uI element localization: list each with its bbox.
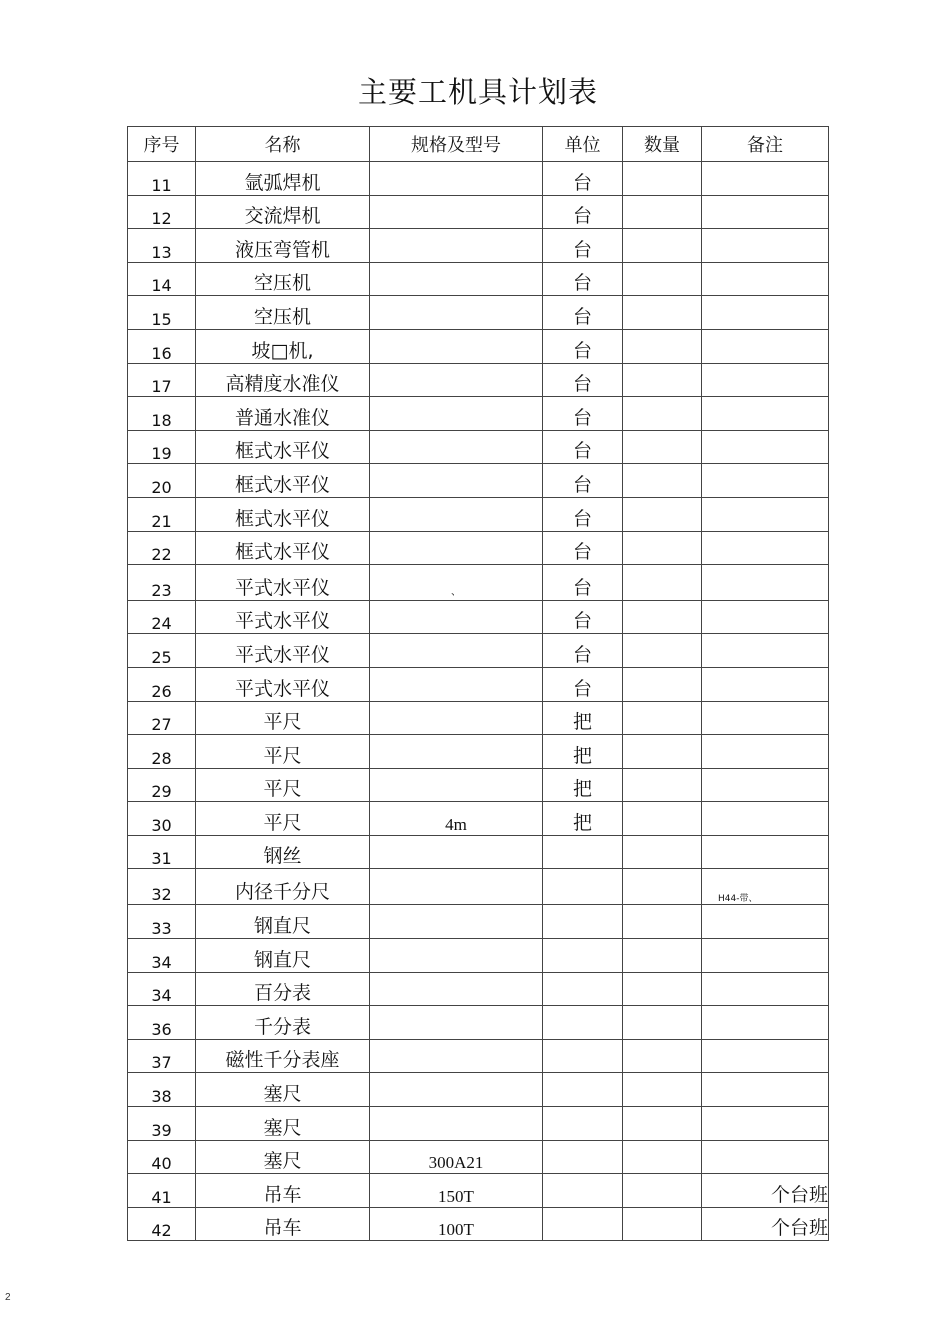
header-serial: 序号 [128, 127, 196, 162]
cell-note [702, 1107, 829, 1141]
cell-serial: 34 [128, 939, 196, 973]
cell-spec [370, 430, 543, 464]
cell-name: 平尺 [196, 768, 370, 802]
header-note: 备注 [702, 127, 829, 162]
cell-unit: 把 [543, 735, 623, 769]
cell-quantity [623, 1107, 702, 1141]
cell-name: 吊车 [196, 1207, 370, 1241]
cell-note [702, 667, 829, 701]
cell-spec [370, 869, 543, 905]
cell-note [702, 497, 829, 531]
cell-note-text: H44-带、 [718, 894, 758, 905]
cell-note [702, 768, 829, 802]
cell-serial: 23 [128, 565, 196, 601]
table-row [128, 1073, 829, 1107]
cell-unit [543, 1073, 623, 1107]
cell-note [702, 869, 829, 905]
cell-note [702, 195, 829, 229]
cell-note [702, 600, 829, 634]
cell-note [702, 162, 829, 196]
cell-note [702, 296, 829, 330]
cell-quantity [623, 701, 702, 735]
cell-serial: 17 [128, 363, 196, 397]
table-row [128, 363, 829, 397]
cell-spec [370, 939, 543, 973]
cell-quantity [623, 905, 702, 939]
cell-unit: 台 [543, 531, 623, 565]
cell-name: 塞尺 [196, 1073, 370, 1107]
cell-spec [370, 329, 543, 363]
cell-spec: 300A21 [370, 1140, 543, 1174]
cell-name: 塞尺 [196, 1140, 370, 1174]
cell-unit [543, 1207, 623, 1241]
cell-unit: 把 [543, 701, 623, 735]
cell-name: 高精度水准仪 [196, 363, 370, 397]
cell-spec [370, 768, 543, 802]
cell-note [702, 835, 829, 869]
cell-quantity [623, 869, 702, 905]
table-row [128, 329, 829, 363]
cell-note [702, 464, 829, 498]
cell-serial: 21 [128, 497, 196, 531]
cell-unit: 把 [543, 768, 623, 802]
cell-name: 平尺 [196, 701, 370, 735]
cell-note [702, 701, 829, 735]
cell-name: 框式水平仪 [196, 430, 370, 464]
table-row [128, 162, 829, 196]
header-name: 名称 [196, 127, 370, 162]
table-row [128, 939, 829, 973]
cell-spec [370, 600, 543, 634]
cell-name: 框式水平仪 [196, 531, 370, 565]
table-row [128, 1207, 829, 1241]
cell-unit [543, 1174, 623, 1208]
cell-spec [370, 1039, 543, 1073]
table-row [128, 464, 829, 498]
cell-serial: 18 [128, 397, 196, 431]
cell-serial: 27 [128, 701, 196, 735]
cell-serial: 24 [128, 600, 196, 634]
cell-name: 空压机 [196, 262, 370, 296]
cell-serial: 41 [128, 1174, 196, 1208]
cell-note [702, 363, 829, 397]
cell-spec [370, 701, 543, 735]
cell-serial: 38 [128, 1073, 196, 1107]
cell-unit [543, 1107, 623, 1141]
table-row [128, 1006, 829, 1040]
cell-spec: 、 [370, 565, 543, 601]
cell-spec [370, 735, 543, 769]
cell-spec [370, 195, 543, 229]
cell-quantity [623, 768, 702, 802]
cell-note [702, 430, 829, 464]
cell-spec [370, 972, 543, 1006]
cell-quantity [623, 195, 702, 229]
cell-serial: 39 [128, 1107, 196, 1141]
cell-serial: 37 [128, 1039, 196, 1073]
cell-spec [370, 667, 543, 701]
cell-note [702, 229, 829, 263]
table-row [128, 531, 829, 565]
cell-unit: 台 [543, 195, 623, 229]
cell-spec [370, 497, 543, 531]
cell-unit: 台 [543, 296, 623, 330]
cell-quantity [623, 464, 702, 498]
cell-name: 磁性千分表座 [196, 1039, 370, 1073]
cell-quantity [623, 497, 702, 531]
cell-unit: 台 [543, 634, 623, 668]
cell-quantity [623, 1207, 702, 1241]
equipment-plan-table [127, 126, 829, 1241]
cell-note [702, 939, 829, 973]
cell-serial: 32 [128, 869, 196, 905]
cell-unit: 台 [543, 600, 623, 634]
cell-spec [370, 296, 543, 330]
cell-spec [370, 262, 543, 296]
cell-note [702, 1140, 829, 1174]
cell-unit: 台 [543, 397, 623, 431]
cell-quantity [623, 1039, 702, 1073]
table-row [128, 1039, 829, 1073]
cell-spec [370, 363, 543, 397]
table-row [128, 497, 829, 531]
cell-name: 吊车 [196, 1174, 370, 1208]
cell-quantity [623, 296, 702, 330]
cell-spec [370, 1073, 543, 1107]
cell-unit [543, 905, 623, 939]
cell-serial: 42 [128, 1207, 196, 1241]
cell-serial: 29 [128, 768, 196, 802]
cell-name: 千分表 [196, 1006, 370, 1040]
cell-note [702, 397, 829, 431]
cell-serial: 30 [128, 802, 196, 836]
cell-name: 普通水准仪 [196, 397, 370, 431]
cell-note: 个台班 [702, 1207, 829, 1241]
cell-quantity [623, 1006, 702, 1040]
cell-unit [543, 1039, 623, 1073]
cell-spec [370, 905, 543, 939]
cell-serial: 33 [128, 905, 196, 939]
cell-quantity [623, 1174, 702, 1208]
header-spec: 规格及型号 [370, 127, 543, 162]
cell-serial: 19 [128, 430, 196, 464]
cell-serial: 25 [128, 634, 196, 668]
cell-note [702, 565, 829, 601]
cell-note [702, 1073, 829, 1107]
table-row [128, 802, 829, 836]
cell-serial: 40 [128, 1140, 196, 1174]
cell-unit: 台 [543, 229, 623, 263]
cell-quantity [623, 531, 702, 565]
cell-quantity [623, 735, 702, 769]
cell-unit [543, 1006, 623, 1040]
table-row [128, 1107, 829, 1141]
cell-quantity [623, 802, 702, 836]
cell-quantity [623, 1140, 702, 1174]
cell-quantity [623, 667, 702, 701]
cell-name: 塞尺 [196, 1107, 370, 1141]
table-row [128, 869, 829, 905]
cell-spec [370, 835, 543, 869]
cell-quantity [623, 430, 702, 464]
cell-note: 个台班 [702, 1174, 829, 1208]
cell-serial: 31 [128, 835, 196, 869]
cell-unit [543, 835, 623, 869]
cell-serial: 13 [128, 229, 196, 263]
cell-spec: 4m [370, 802, 543, 836]
cell-quantity [623, 634, 702, 668]
cell-unit: 台 [543, 363, 623, 397]
page-number: 2 [5, 1292, 11, 1303]
table-row [128, 667, 829, 701]
cell-unit: 台 [543, 565, 623, 601]
cell-unit: 把 [543, 802, 623, 836]
cell-note [702, 329, 829, 363]
cell-name: 平式水平仪 [196, 667, 370, 701]
cell-unit [543, 972, 623, 1006]
cell-unit [543, 1140, 623, 1174]
table-row [128, 634, 829, 668]
table-row [128, 195, 829, 229]
cell-name: 空压机 [196, 296, 370, 330]
table-row [128, 565, 829, 601]
cell-name: 钢直尺 [196, 939, 370, 973]
table-row [128, 905, 829, 939]
cell-spec [370, 1107, 543, 1141]
cell-quantity [623, 835, 702, 869]
cell-quantity [623, 229, 702, 263]
table-row [128, 835, 829, 869]
cell-name: 液压弯管机 [196, 229, 370, 263]
cell-quantity [623, 939, 702, 973]
cell-serial: 14 [128, 262, 196, 296]
table-row [128, 600, 829, 634]
table-row [128, 397, 829, 431]
table-row [128, 701, 829, 735]
cell-quantity [623, 363, 702, 397]
cell-quantity [623, 262, 702, 296]
cell-name: 内径千分尺 [196, 869, 370, 905]
cell-name: 交流焊机 [196, 195, 370, 229]
cell-unit: 台 [543, 329, 623, 363]
cell-unit: 台 [543, 262, 623, 296]
cell-note [702, 531, 829, 565]
cell-name: 平尺 [196, 802, 370, 836]
page-title: 主要工机具计划表 [357, 75, 598, 109]
cell-name: 钢直尺 [196, 905, 370, 939]
cell-name: 框式水平仪 [196, 464, 370, 498]
cell-name: 平式水平仪 [196, 600, 370, 634]
table-row [128, 768, 829, 802]
cell-quantity [623, 397, 702, 431]
cell-quantity [623, 972, 702, 1006]
cell-unit: 台 [543, 430, 623, 464]
cell-unit: 台 [543, 464, 623, 498]
cell-serial: 16 [128, 329, 196, 363]
cell-unit [543, 869, 623, 905]
cell-name: 平式水平仪 [196, 565, 370, 601]
cell-spec [370, 464, 543, 498]
cell-note [702, 735, 829, 769]
cell-name: 平尺 [196, 735, 370, 769]
table-row [128, 296, 829, 330]
cell-serial: 28 [128, 735, 196, 769]
header-quantity: 数量 [623, 127, 702, 162]
table-row [128, 1174, 829, 1208]
cell-serial: 22 [128, 531, 196, 565]
cell-name: 坡□机, [196, 329, 370, 363]
cell-serial: 12 [128, 195, 196, 229]
cell-quantity [623, 329, 702, 363]
table-row [128, 229, 829, 263]
cell-quantity [623, 565, 702, 601]
table-row [128, 430, 829, 464]
table-row [128, 972, 829, 1006]
cell-spec [370, 634, 543, 668]
cell-spec [370, 397, 543, 431]
cell-note [702, 905, 829, 939]
cell-note [702, 262, 829, 296]
cell-unit: 台 [543, 667, 623, 701]
cell-serial: 11 [128, 162, 196, 196]
cell-quantity [623, 162, 702, 196]
cell-unit: 台 [543, 497, 623, 531]
cell-spec [370, 229, 543, 263]
table-row [128, 262, 829, 296]
header-unit: 单位 [543, 127, 623, 162]
cell-spec [370, 1006, 543, 1040]
cell-quantity [623, 600, 702, 634]
cell-serial: 15 [128, 296, 196, 330]
cell-serial: 20 [128, 464, 196, 498]
cell-note [702, 802, 829, 836]
cell-spec [370, 162, 543, 196]
cell-unit [543, 939, 623, 973]
table-row [128, 1140, 829, 1174]
cell-note [702, 1006, 829, 1040]
cell-spec: 100T [370, 1207, 543, 1241]
cell-name: 框式水平仪 [196, 497, 370, 531]
cell-name: 百分表 [196, 972, 370, 1006]
cell-note [702, 972, 829, 1006]
table-row [128, 735, 829, 769]
cell-serial: 36 [128, 1006, 196, 1040]
cell-serial: 26 [128, 667, 196, 701]
cell-name: 氩弧焊机 [196, 162, 370, 196]
cell-serial: 34 [128, 972, 196, 1006]
cell-spec: 150T [370, 1174, 543, 1208]
table-header-row [128, 127, 829, 162]
cell-quantity [623, 1073, 702, 1107]
cell-unit: 台 [543, 162, 623, 196]
cell-name: 平式水平仪 [196, 634, 370, 668]
cell-note [702, 634, 829, 668]
cell-name: 钢丝 [196, 835, 370, 869]
cell-note [702, 1039, 829, 1073]
cell-spec [370, 531, 543, 565]
